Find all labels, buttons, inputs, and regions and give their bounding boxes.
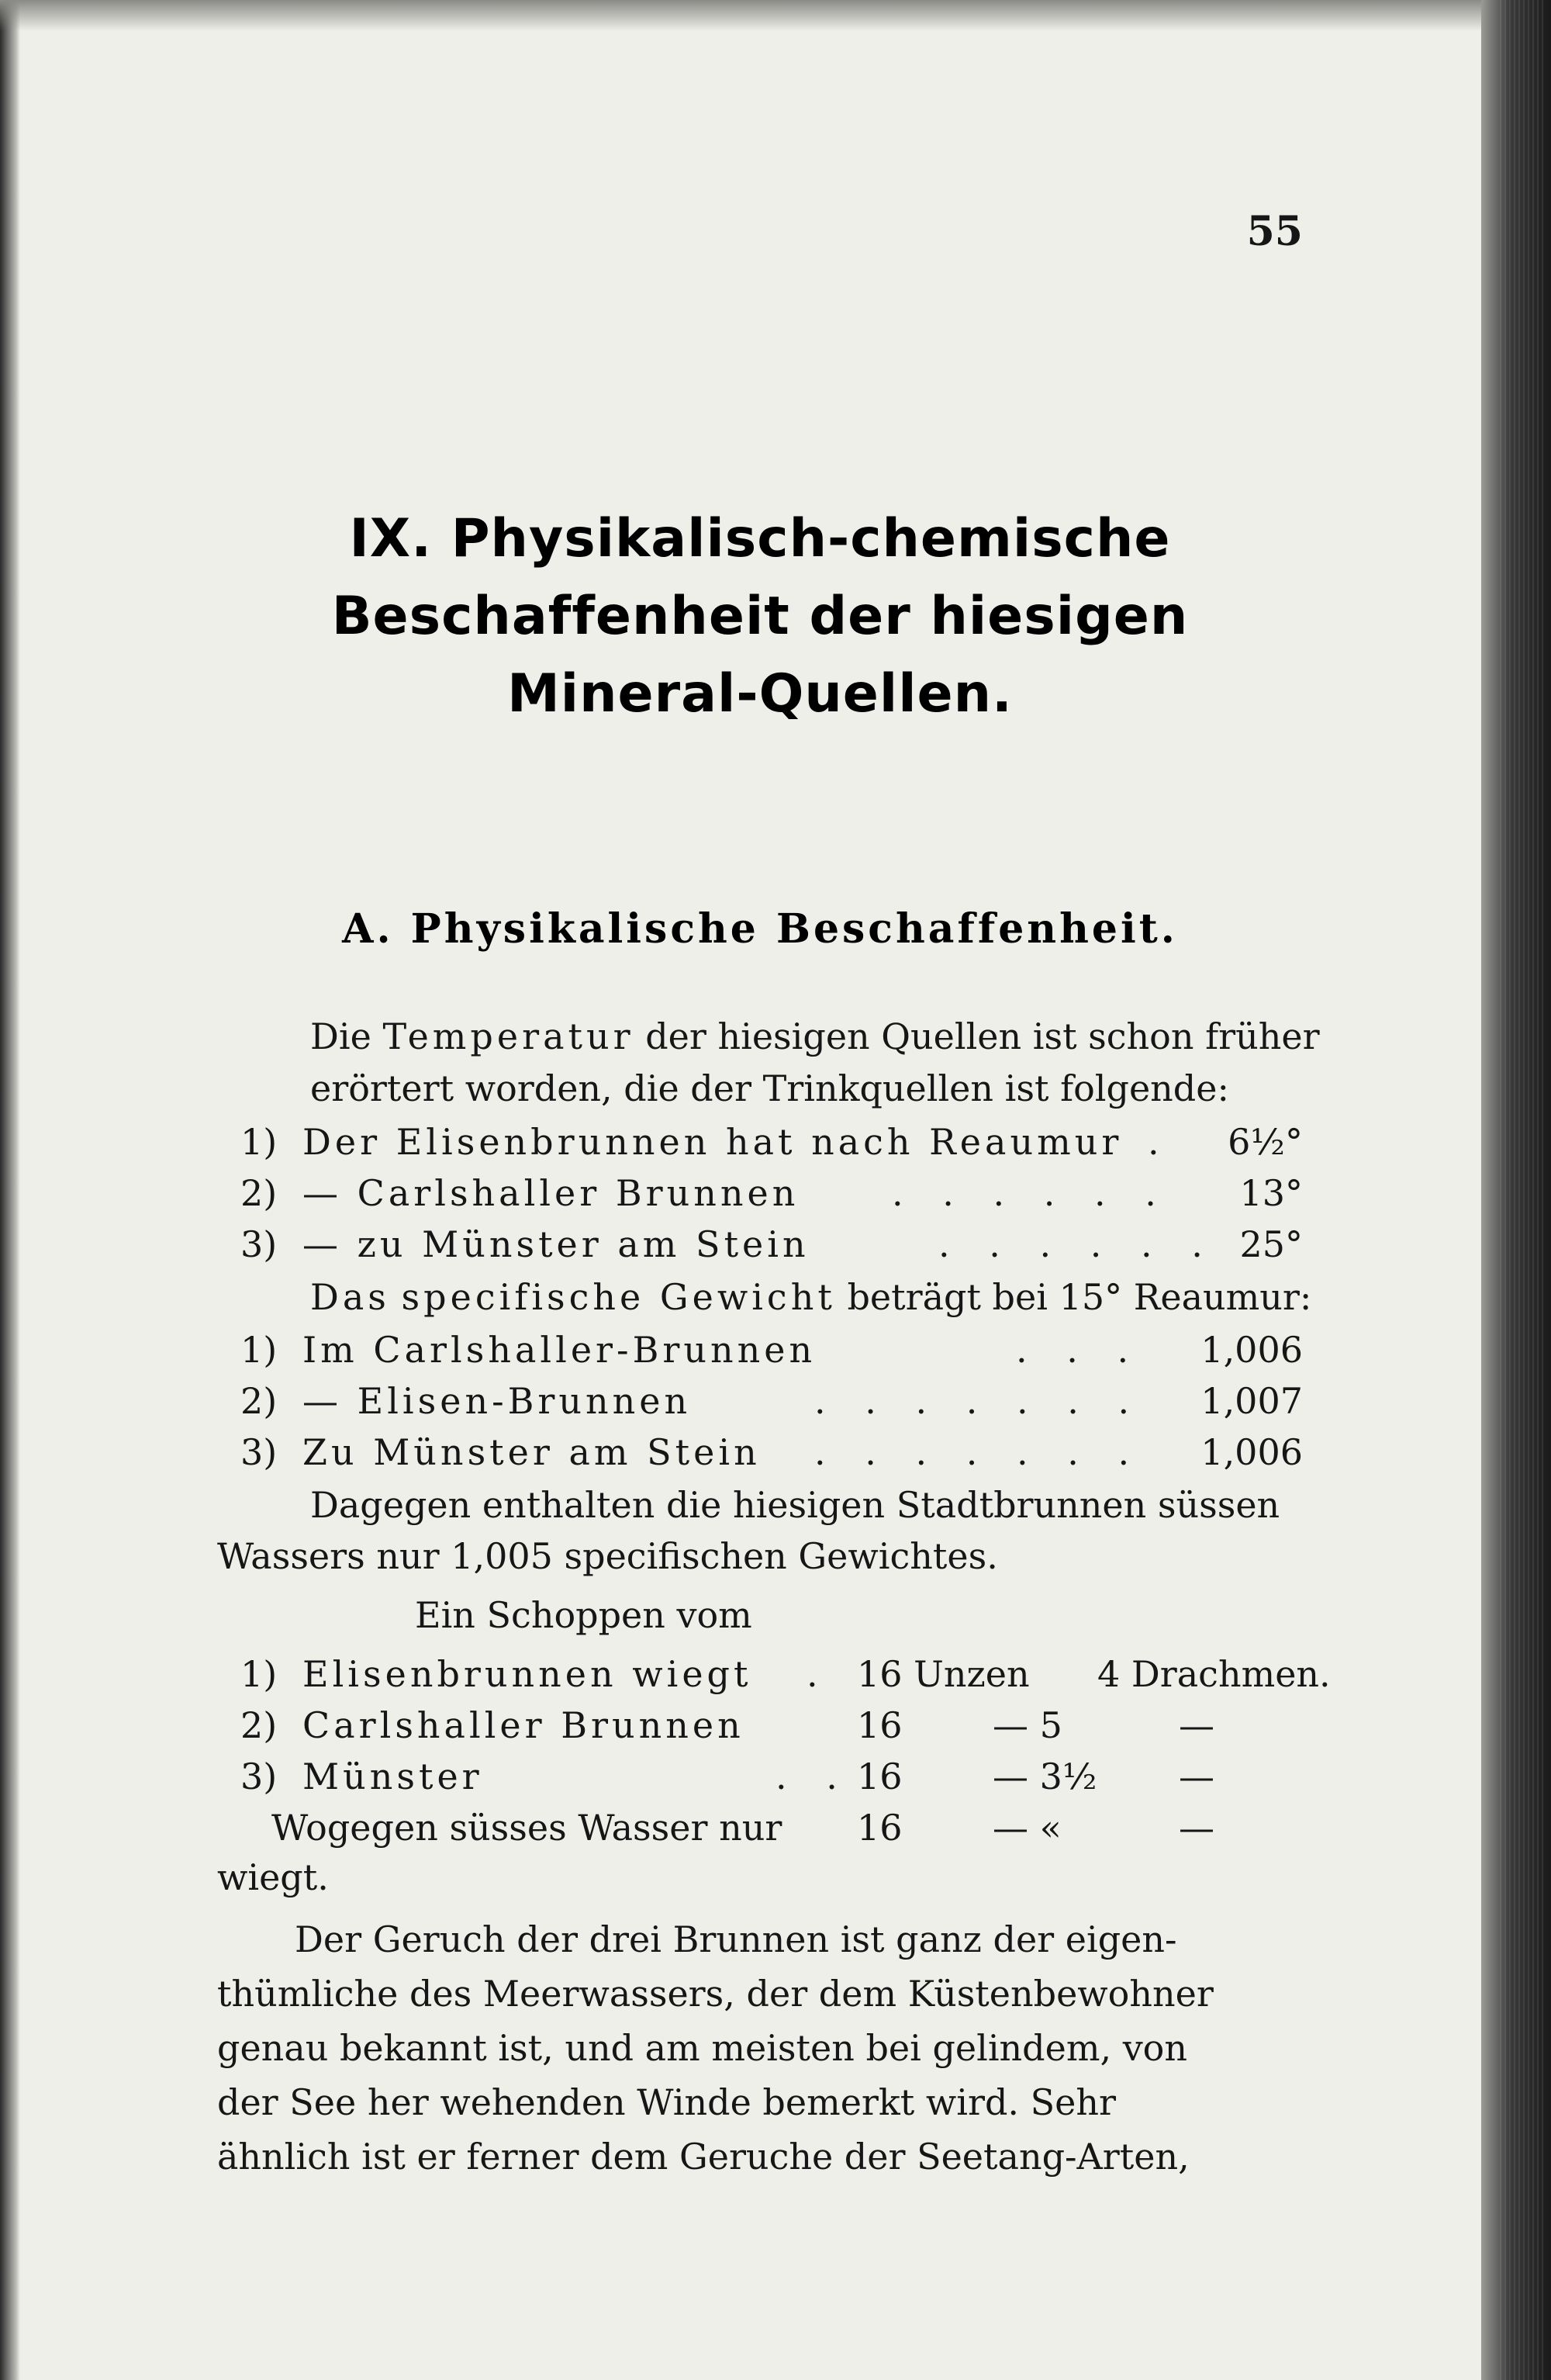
water-label: Wogegen süsses Wasser nur	[271, 1807, 782, 1849]
smell-line-2: thümliche des Meerwassers, der dem Küstenbewohner	[217, 1973, 1214, 2015]
row-number: 1)	[240, 1329, 278, 1371]
row-label: Carlshaller Brunnen	[302, 1704, 744, 1746]
row-number: 2)	[240, 1704, 278, 1746]
smell-line-4: der See her wehenden Winde bemerkt wird. Sehr	[217, 2081, 1117, 2123]
row-label: — Elisen-Brunnen	[302, 1380, 692, 1422]
row-leader-dots: . .	[776, 1756, 851, 1797]
row-leader-dots: . . .	[1016, 1329, 1143, 1371]
smell-line-5: ähnlich ist er ferner dem Geruche der Seetang-Arten,	[217, 2136, 1190, 2178]
row-value: 25°	[1239, 1223, 1303, 1265]
row-number: 3)	[240, 1223, 278, 1265]
weights-intro: Ein Schoppen vom	[415, 1594, 752, 1636]
row-label: Der Elisenbrunnen hat nach Reaumur	[302, 1121, 1123, 1163]
row-label: Elisenbrunnen wiegt	[302, 1653, 752, 1695]
city-wells-line-1: Dagegen enthalten die hiesigen Stadtbrunnen süssen	[310, 1484, 1280, 1526]
row-label: Zu Münster am Stein	[302, 1431, 761, 1473]
weight-unzen: 16	[857, 1704, 903, 1746]
row-leader-dots: . . . . . . .	[814, 1431, 1144, 1473]
row-leader-dots: . . . . . .	[938, 1223, 1217, 1265]
row-leader-dots: . . . . . .	[892, 1172, 1170, 1214]
row-leader-dots: . . . . . . .	[814, 1380, 1144, 1422]
weight-unzen: 16 Unzen	[857, 1653, 1030, 1695]
gravity-intro	[217, 1274, 1312, 1320]
weight-ditto: —	[1179, 1704, 1214, 1746]
temperature-row	[217, 1168, 1303, 1218]
row-label: — Carlshaller Brunnen	[302, 1172, 800, 1214]
weight-water-row	[217, 1803, 1303, 1852]
chapter-title-line-3: Mineral-Quellen.	[507, 663, 1013, 725]
row-number: 2)	[240, 1380, 278, 1422]
row-leader-dots: .	[807, 1653, 832, 1695]
temperature-row	[217, 1219, 1303, 1269]
row-value: 6½°	[1228, 1121, 1303, 1163]
weight-drachmen: — 5	[993, 1704, 1062, 1746]
temperature-row	[217, 1117, 1303, 1167]
row-label: — zu Münster am Stein	[302, 1223, 810, 1265]
row-value: 1,006	[1200, 1431, 1303, 1473]
temperature-intro-a: Die	[310, 1015, 371, 1057]
chapter-title-line-1: IX. Physikalisch-chemische	[349, 508, 1171, 569]
page-number: 55	[1246, 208, 1303, 255]
row-number: 2)	[240, 1172, 278, 1214]
row-label: Im Carlshaller-Brunnen	[302, 1329, 817, 1371]
gravity-intro-c: beträgt bei 15° Reaumur:	[847, 1276, 1312, 1318]
gravity-term: specifische Gewicht	[401, 1276, 836, 1318]
scan-left-edge	[0, 0, 20, 2380]
row-number: 3)	[240, 1431, 278, 1473]
row-value: 1,007	[1200, 1380, 1303, 1422]
city-wells-line-2: Wassers nur 1,005 specifischen Gewichtes.	[217, 1535, 998, 1577]
gravity-row	[217, 1376, 1303, 1426]
temperature-term: Temperatur	[382, 1015, 634, 1057]
temperature-intro-line-2: erörtert worden, die der Trinkquellen ist folgende:	[310, 1067, 1229, 1109]
weight-drachmen: — 3½	[993, 1756, 1097, 1797]
book-page-edge-lines	[1500, 0, 1546, 2380]
row-leader-dots: .	[1148, 1121, 1173, 1163]
weight-ditto: —	[1179, 1756, 1214, 1797]
row-value: 1,006	[1200, 1329, 1303, 1371]
water-drachmen: — «	[993, 1807, 1062, 1849]
section-heading: A. Physikalische Beschaffenheit.	[342, 905, 1178, 953]
smell-line-1: Der Geruch der drei Brunnen ist ganz der eigen-	[295, 1918, 1177, 1960]
water-ditto: —	[1179, 1807, 1214, 1849]
row-number: 3)	[240, 1756, 278, 1797]
weight-drachmen: 4 Drachmen.	[1097, 1653, 1331, 1695]
book-page	[217, 0, 1331, 2380]
gravity-row	[217, 1325, 1303, 1375]
gravity-intro-a: Das	[310, 1276, 390, 1318]
water-unzen: 16	[857, 1807, 903, 1849]
temperature-intro	[217, 1013, 1320, 1060]
weight-unzen: 16	[857, 1756, 903, 1797]
smell-line-3: genau bekannt ist, und am meisten bei gelindem, von	[217, 2027, 1188, 2069]
row-label: Münster	[302, 1756, 483, 1797]
weight-row	[217, 1649, 1331, 1699]
row-number: 1)	[240, 1121, 278, 1163]
row-number: 1)	[240, 1653, 278, 1695]
row-value: 13°	[1239, 1172, 1303, 1214]
chapter-title-line-2: Beschaffenheit der hiesigen	[331, 586, 1189, 647]
water-row-end: wiegt.	[217, 1856, 329, 1898]
temperature-intro-c: der hiesigen Quellen ist schon früher	[645, 1015, 1320, 1057]
gravity-row	[217, 1427, 1303, 1477]
weight-row	[217, 1700, 1303, 1750]
weight-row	[217, 1752, 1303, 1801]
